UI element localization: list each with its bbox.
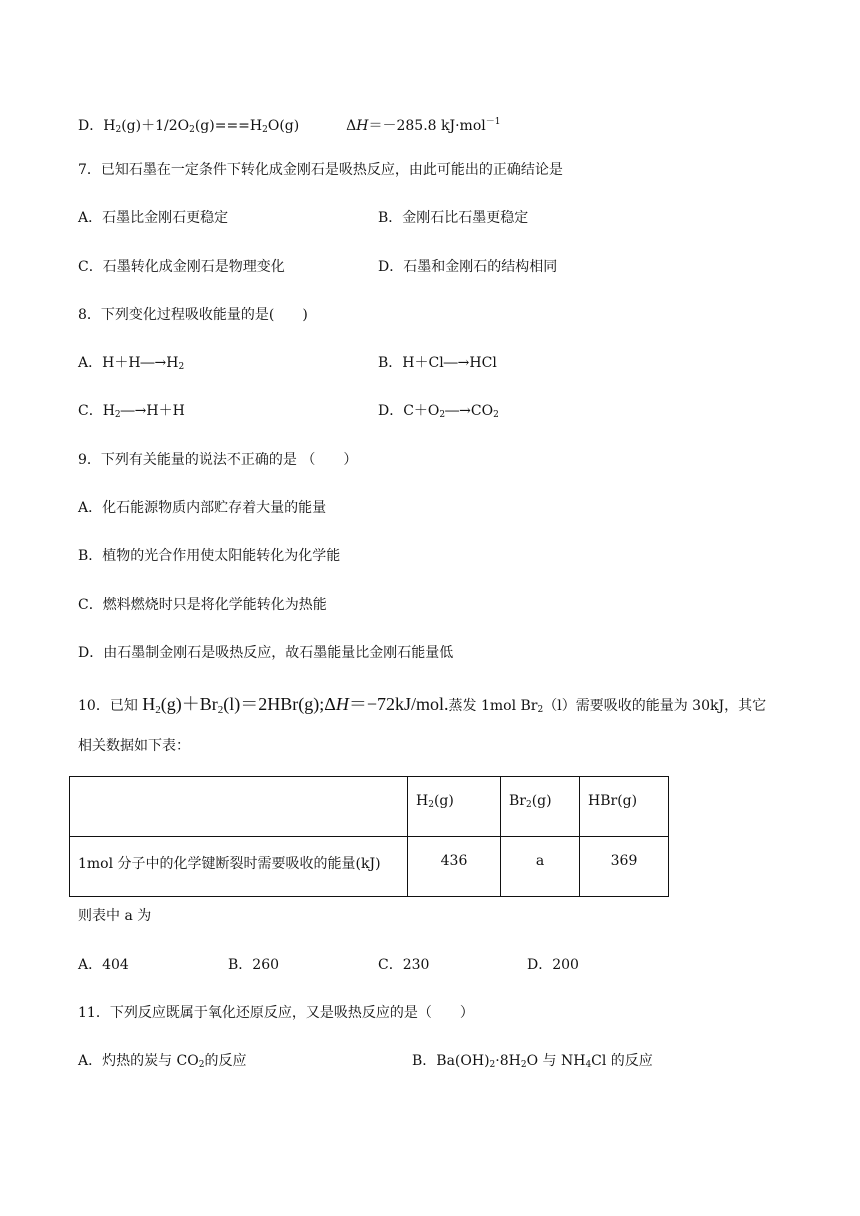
q7-option-c[interactable]: C．石墨转化成金刚石是物理变化 (78, 259, 285, 275)
q9-option-b[interactable]: B．植物的光合作用使太阳能转化为化学能 (78, 548, 341, 564)
table-row-label: 1mol 分子中的化学键断裂时需要吸收的能量(kJ) (70, 837, 408, 897)
q7-stem: 7．已知石墨在一定条件下转化成金刚石是吸热反应，由此可能出的正确结论是 (78, 162, 563, 178)
table-header-empty (70, 777, 408, 837)
q10-equation: $H_2(g)+Br_2(l)=2HBr(g);\Delta H=-72kJ$/mol. (142, 694, 449, 716)
table-value-br2: a (501, 837, 580, 897)
q7-option-a[interactable]: A．石墨比金刚石更稳定 (78, 210, 229, 226)
q6-option-d: D．$H_2(g)+1/2O_2(g)===H_2O(g)$ ΔH＝－285.8 kJ·mol$^{-1}$ (78, 117, 501, 135)
q10-option-c[interactable]: C．230 (378, 957, 430, 973)
q10-stem-line2: 相关数据如下表： (78, 738, 190, 754)
q10-after-table: 则表中 a 为 (78, 908, 152, 924)
q11-option-b[interactable]: B．$Ba(OH)_2\cdot 8H_2O$ 与 $NH_4Cl$ 的反应 (412, 1053, 653, 1070)
q7-option-d[interactable]: D．石墨和金刚石的结构相同 (378, 259, 558, 275)
table-header-br2: $Br_2(g)$ (501, 777, 580, 837)
q10-option-b[interactable]: B．260 (228, 957, 280, 973)
q8-option-a[interactable]: A．$H+H―\to H_2$ (78, 355, 185, 372)
q9-option-a[interactable]: A．化石能源物质内部贮存着大量的能量 (78, 500, 327, 516)
q11-stem: 11．下列反应既属于氧化还原反应，又是吸热反应的是（ ） (78, 1005, 474, 1021)
q8-option-d[interactable]: D．$C+O_2―\to CO_2$ (378, 403, 499, 420)
table-header-hbr: HBr(g) (580, 777, 669, 837)
q10-option-a[interactable]: A．404 (78, 957, 129, 973)
table-row (70, 777, 669, 837)
q9-option-c[interactable]: C．燃料燃烧时只是将化学能转化为热能 (78, 597, 327, 613)
q9-stem: 9．下列有关能量的说法不正确的是 （ ） (78, 452, 358, 468)
q10-stem: 10．已知 $H_2(g)+Br_2(l)=2HBr(g);\Delta H=-72kJ$/mol.蒸发 1mol $Br_2(l)$需要吸收的能量为 30kJ，其它 (78, 694, 767, 716)
bond-energy-table (69, 776, 669, 897)
q10-option-d[interactable]: D．200 (527, 957, 579, 973)
q7-option-b[interactable]: B．金刚石比石墨更稳定 (378, 210, 529, 226)
q8-option-b[interactable]: B．H＋Cl―→HCl (378, 355, 497, 371)
q8-stem: 8．下列变化过程吸收能量的是( ) (78, 307, 308, 323)
table-header-h2: $H_2(g)$ (408, 777, 501, 837)
q9-option-d[interactable]: D．由石墨制金刚石是吸热反应，故石墨能量比金刚石能量低 (78, 645, 454, 661)
q11-option-a[interactable]: A．灼热的炭与 $CO_2$的反应 (78, 1053, 247, 1070)
table-row (70, 837, 669, 897)
table-value-hbr: 369 (580, 837, 669, 897)
table-value-h2: 436 (408, 837, 501, 897)
q8-option-c[interactable]: C．$H_2―\to H+H$ (78, 403, 185, 420)
